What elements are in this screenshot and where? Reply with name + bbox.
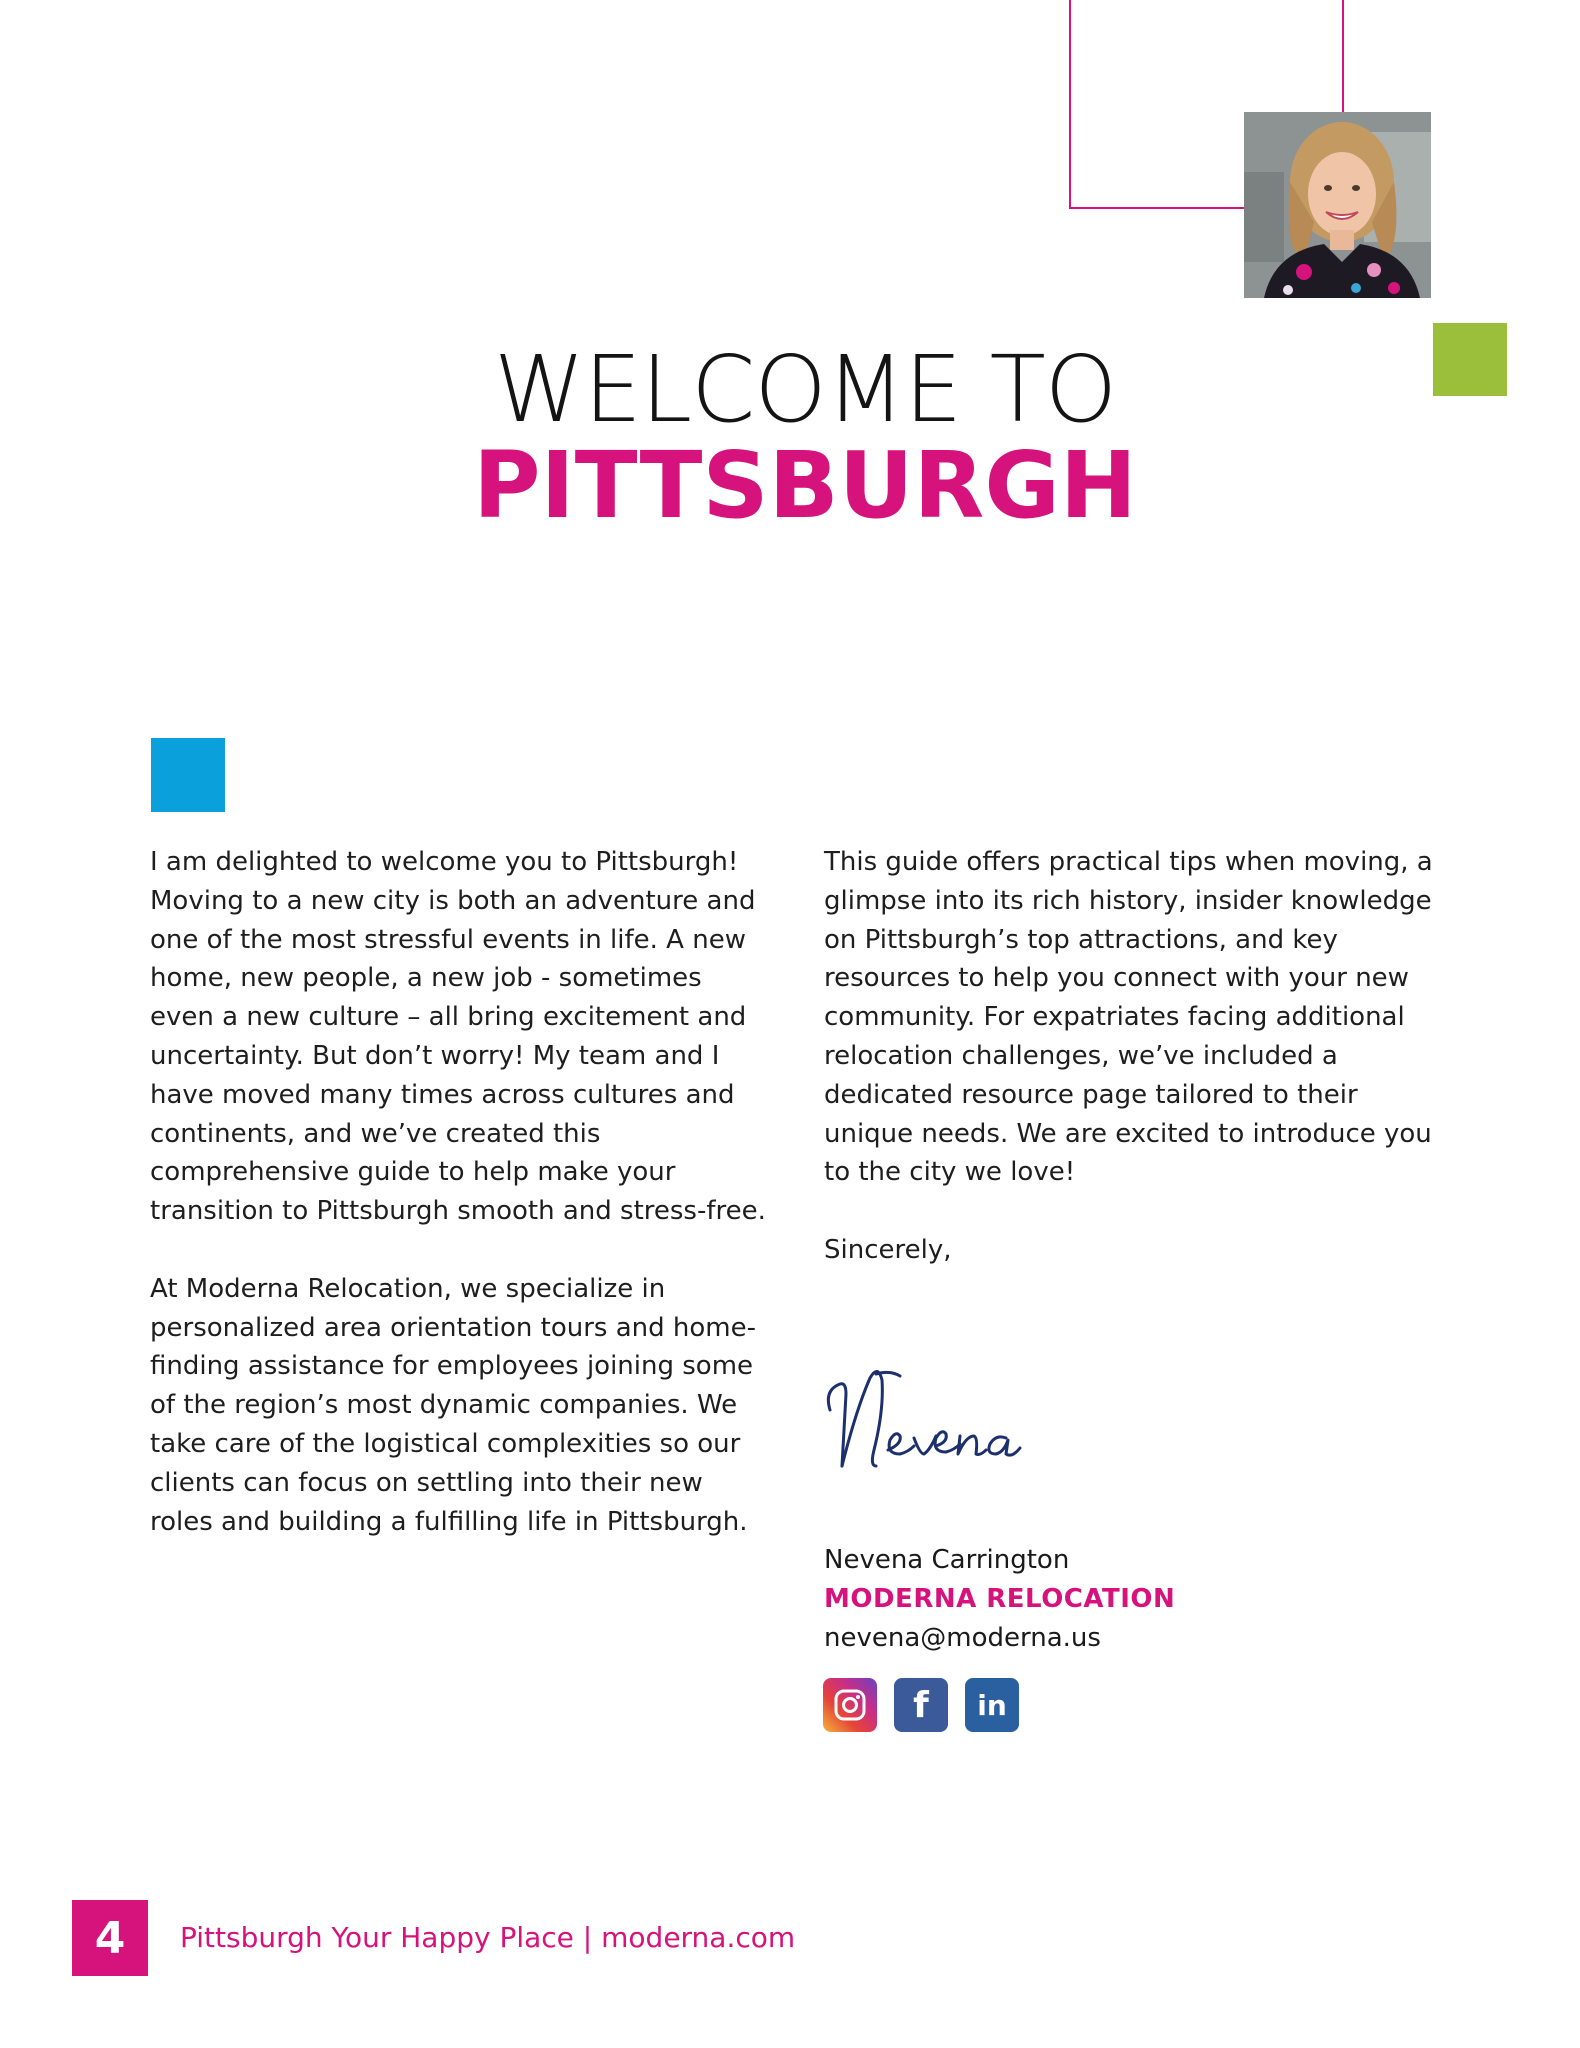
handwritten-signature <box>816 1350 1076 1480</box>
author-photo-illustration <box>1244 112 1431 298</box>
decorative-line-right <box>1342 0 1344 113</box>
contact-block <box>824 1541 1175 1657</box>
letter-paragraph: I am delighted to welcome you to Pittsburgh! Moving to a new city is both an adventure and one of the most stressful events in life. A new home, new people, a new job - sometimes even a new culture – all bring excitement and uncertainty. But don’t worry! My team and I have moved many times across cultures and continents, and we’ve created this comprehensive guide to help make your transition to Pittsburgh smooth and stress-free. <box>150 847 766 1227</box>
signature-drawing <box>816 1350 1076 1480</box>
facebook-icon[interactable] <box>894 1678 948 1732</box>
title-welcome-to: WELCOME TO <box>493 336 1117 443</box>
instagram-icon[interactable] <box>823 1678 877 1732</box>
decorative-line-left <box>1069 0 1071 209</box>
blue-accent-square <box>151 738 225 812</box>
linkedin-icon[interactable] <box>965 1678 1019 1732</box>
letter-paragraph: At Moderna Relocation, we specialize in personalized area orientation tours and home-finding assistance for employees joining some of the region’s most dynamic companies. We take care of the logistical complexities so our clients can focus on settling into their new roles and building a fulfilling life in Pittsburgh. <box>150 1273 756 1537</box>
decorative-line-bottom <box>1069 207 1245 209</box>
contact-company: MODERNA RELOCATION <box>824 1583 1176 1614</box>
contact-email[interactable]: nevena@moderna.us <box>824 1622 1101 1653</box>
facebook-glyph: f <box>913 1684 929 1726</box>
linkedin-glyph: in <box>977 1688 1007 1722</box>
letter-closing: Sincerely, <box>824 1234 952 1265</box>
title-city: PITTSBURGH <box>473 432 1137 539</box>
contact-name: Nevena Carrington <box>824 1545 1070 1575</box>
instagram-glyph <box>832 1687 868 1723</box>
page-title <box>0 336 1580 539</box>
letter-left-column <box>150 843 770 1541</box>
page-number: 4 <box>72 1900 148 1976</box>
footer-text: Pittsburgh Your Happy Place | moderna.com <box>180 1921 796 1954</box>
author-photo <box>1244 112 1431 298</box>
letter-paragraph: This guide offers practical tips when moving, a glimpse into its rich history, insider knowledge on Pittsburgh’s top attractions, and key resources to help you connect with your new community. For expatriates facing additional relocation challenges, we’ve included a dedicated resource page tailored to their unique needs. We are excited to introduce you to the city we love! <box>824 847 1433 1188</box>
letter-right-column <box>824 843 1444 1270</box>
